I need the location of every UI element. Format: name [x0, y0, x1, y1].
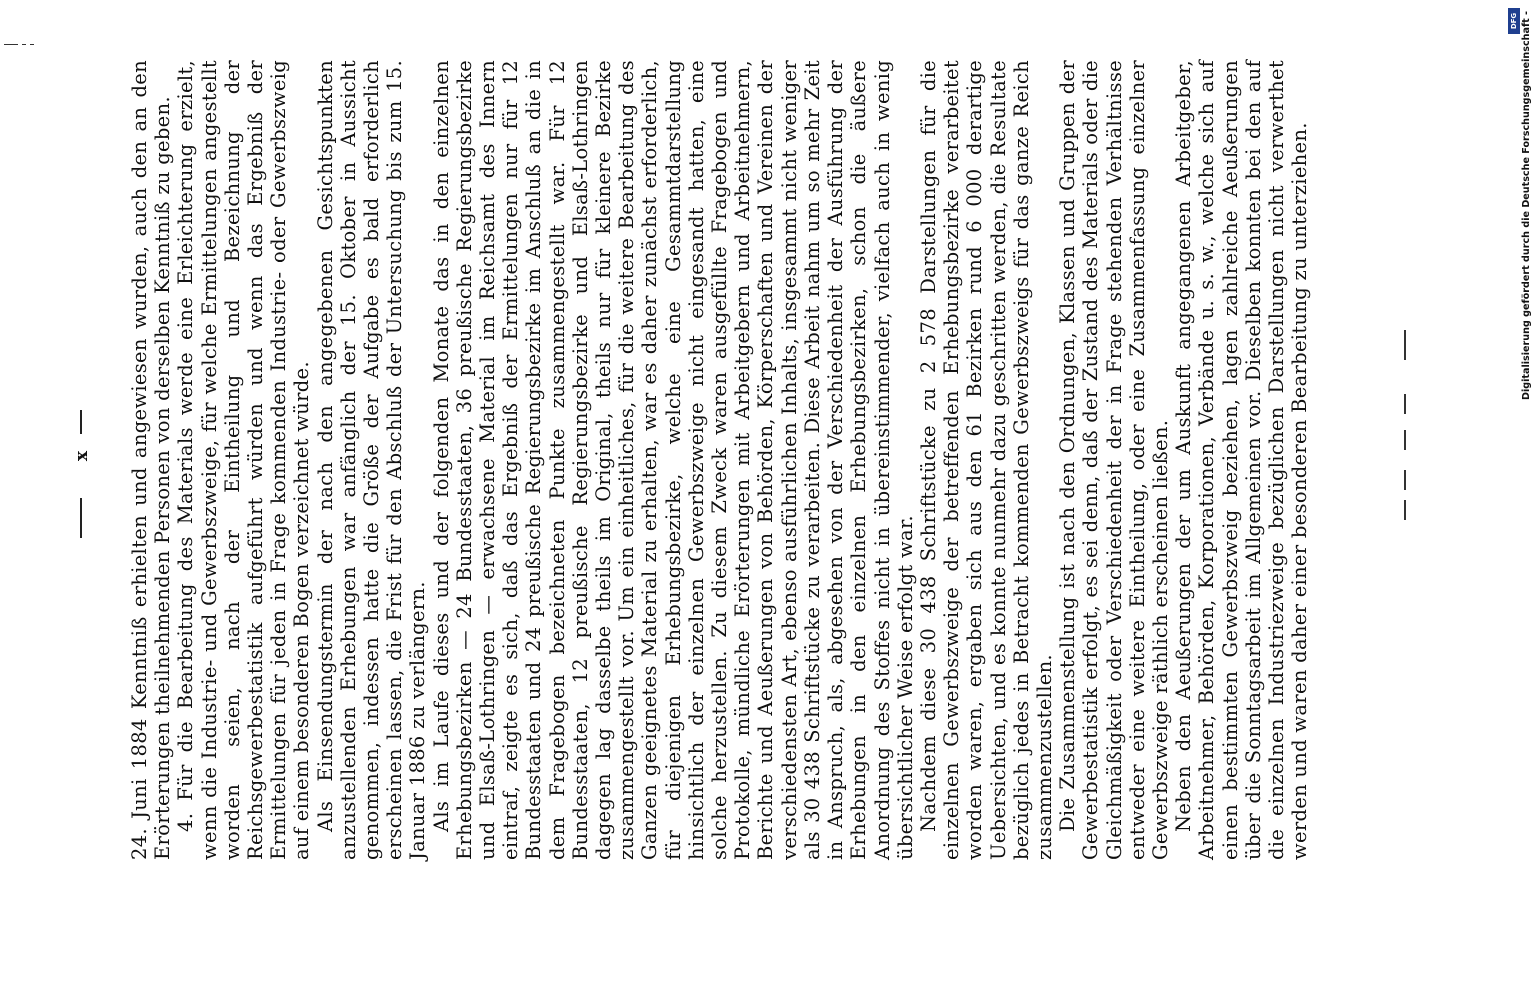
- corner-rule-marks: [4, 42, 36, 48]
- paragraph-6: Die Zusammenstellung ist nach den Ordnungen, Klassen und Gruppen der Gewerbestatistik erfolgt, es sei denn, daß der Zustand des Materials oder die Gleichmäßigkeit oder Verschiedenheit der in Frage stehenden Verhältnisse entweder eine weitere Eintheilung, oder eine Zusammenfassung einzelner Gewerbszweige räthlich erscheinen ließen.: [1056, 60, 1172, 860]
- paragraph-7: Neben den Aeußerungen der um Auskunft angegangenen Arbeitgeber, Arbeitnehmer, Behörden, Korporationen, Verbände u. s. w., welche sich auf einen bestimmten Gewerbszweig beziehen, lagen zahlreiche Aeußerungen über die Sonntagsarbeit im Allgemeinen vor. Dieselben konnten bei den auf die einzelnen Industriezweige bezüglichen Darstellungen nicht verwerthet werden und waren daher einer besonderen Bearbeitung zu unterziehen.: [1172, 60, 1312, 860]
- paragraph-4: Als im Laufe dieses und der folgenden Monate das in den einzelnen Erhebungsbezirken — 24 Bundesstaaten, 36 preußische Regierungsbezirke und Elsaß-Lothringen — erwachsene Material im Reichsamt des Innern eintraf, zeigte es sich, daß das Ergebniß der Ermittelungen nur für 12 Bundesstaaten und 24 preußische Regierungsbezirke im Anschluß an die in dem Fragebogen bezeichneten Punkte zusammengestellt war. Für 12 Bundesstaaten, 12 preußische Regierungsbezirke und Elsaß-Lothringen dagegen lag dasselbe theils im Original, theils nur für kleinere Bezirke zusammengestellt vor. Um ein einheitliches, für die weitere Bearbeitung des Ganzen geeignetes Material zu erhalten, war es daher zunächst erforderlich, für diejenigen Erhebungsbezirke, welche eine Gesammtdarstellung hinsichtlich der einzelnen Gewerbszweige nicht eingesandt hatten, eine solche herzustellen. Zu diesem Zweck waren ausgefüllte Fragebogen und Protokolle, mündliche Erörterungen mit Arbeitgebern und Arbeitnehmern, Berichte und Aeußerungen von Behörden, Körperschaften und Vereinen der verschiedensten Art, ebenso ausführlichen Inhalts, insgesammt nicht weniger als 30 438 Schriftstücke zu verarbeiten. Diese Arbeit nahm um so mehr Zeit in Anspruch, als, abgesehen von der Verschiedenheit der Ausführung der Erhebungen in den einzelnen Erhebungsbezirken, schon die äußere Anordnung des Stoffes nicht in übereinstimmender, vielfach auch in wenig übersichtlicher Weise erfolgt war.: [429, 60, 917, 860]
- digitization-stamp-text: Digitalisierung gefördert durch die Deutsche Forschungsgemeinschaft -: [1521, 10, 1532, 400]
- paragraph-2: 4. Für die Bearbeitung des Materials werde eine Erleichterung erzielt, wenn die Industrie- und Gewerbszweige, für welche Ermittelungen angestellt worden seien, nach der Eintheilung und Bezeichnung der Reichsgewerbestatistik aufgeführt würden und wenn das Ergebniß der Ermittelungen für jeden in Frage kommenden Industrie- oder Gewerbszweig auf einem besonderen Bogen verzeichnet würde.: [174, 60, 314, 860]
- rotated-text-block: [128, 60, 1311, 860]
- paragraph-3: Als Einsendungstermin der nach den angegebenen Gesichtspunkten anzustellenden Erhebungen war anfänglich der 15. Oktober in Aussicht genommen, indessen hatte die Größe der Aufgabe es bald erforderlich erscheinen lassen, die Frist für den Abschluß der Untersuchung bis zum 15. Januar 1886 zu verlängern.: [313, 60, 430, 860]
- dfg-logo: [1508, 8, 1520, 34]
- header-rule-bottom: [80, 498, 82, 538]
- paragraph-1: 24. Juni 1884 Kenntniß erhielten und angewiesen wurden, auch den an den Erörterungen theilnehmenden Personen von derselben Kenntniß zu geben.: [128, 60, 175, 860]
- page-body: [128, 30, 1398, 860]
- page-number: x: [72, 450, 92, 462]
- header-rule-top: [80, 410, 82, 434]
- page-header: [70, 410, 94, 540]
- dfg-logo-text: DFG: [1510, 12, 1518, 30]
- paragraph-5: Nachdem diese 30 438 Schriftstücke zu 2 578 Darstellungen für die einzelnen Gewerbszweige der betreffenden Erhebungsbezirke verarbeitet worden waren, ergaben sich aus den 61 Bezirken rund 6 000 derartige Uebersichten, und es konnte nunmehr dazu geschritten werden, die Resultate bezüglich jedes in Betracht kommenden Gewerbszweigs für das ganze Reich zusammenzustellen.: [916, 60, 1056, 860]
- margin-tick-marks: [1396, 330, 1416, 520]
